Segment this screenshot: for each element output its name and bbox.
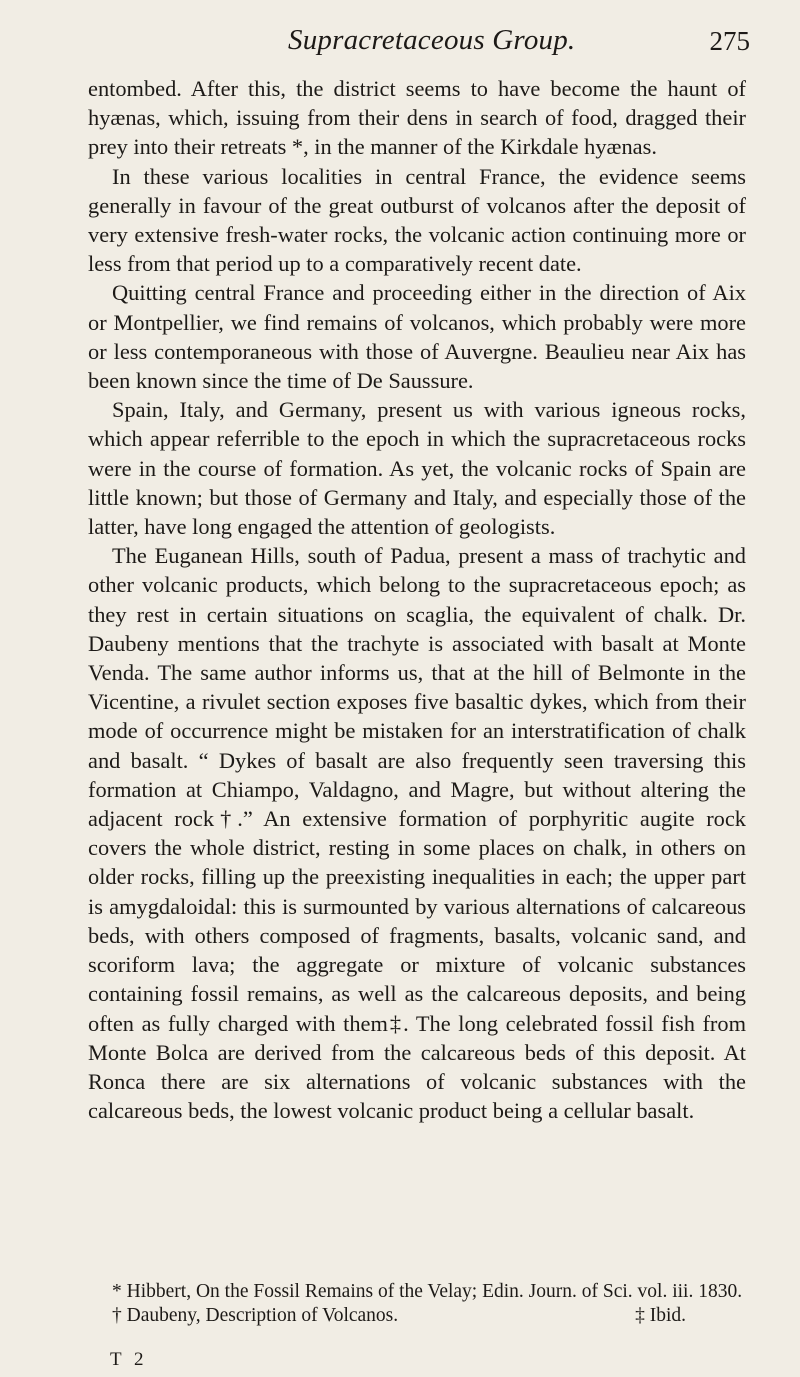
paragraph: entombed. After this, the district seems to have become the haunt of hyænas, which, issuing from their dens in search of food, dragged their prey into their retreats *, in the manner of the Kirkdale hyænas. bbox=[88, 76, 746, 160]
footnote: † Daubeny, Description of Volcanos. bbox=[112, 1305, 399, 1326]
paragraph: Quitting central France and proceeding either in the direction of Aix or Montpellier, we find remains of volcanos, which probably were more or less contemporaneous with those of Auvergne. Beaulieu near Aix has been known since the time of De Saussure. bbox=[88, 280, 746, 394]
paragraph: In these various localities in central France, the evidence seems generally in favour of the great outburst of volcanos after the deposit of very extensive fresh-water rocks, the volcanic action continuing more or less from that period up to a comparatively recent date. bbox=[88, 163, 746, 277]
page-number: 275 bbox=[709, 26, 750, 56]
body-text bbox=[88, 74, 746, 1125]
footnote: * Hibbert, On the Fossil Remains of the Velay; Edin. Journ. of Sci. vol. iii. 1830. bbox=[112, 1281, 743, 1302]
signature-mark: T 2 bbox=[110, 1349, 148, 1370]
running-head: Supracretaceous Group. bbox=[288, 24, 576, 56]
footnote-row bbox=[88, 1304, 746, 1328]
paragraph: Spain, Italy, and Germany, present us with various igneous rocks, which appear referrible to the epoch in which the supracretaceous rocks were in the course of formation. As yet, the volcanic rocks of Spain are little known; but those of Germany and Italy, and especially those of the latter, have long engaged the attention of geologists. bbox=[88, 397, 746, 540]
page-header bbox=[88, 16, 760, 56]
footnote: ‡ Ibid. bbox=[635, 1305, 686, 1326]
footnotes bbox=[88, 1280, 746, 1328]
paragraph: The Euganean Hills, south of Padua, present a mass of trachytic and other volcanic products, which belong to the supracretaceous epoch; as they rest in certain situations on scaglia, the equivalent of chalk. Dr. Daubeny mentions that the trachyte is associated with basalt at Monte Venda. The same author informs us, that at the hill of Belmonte in the Vicentine, a rivulet section exposes five basaltic dykes, which from their mode of occurrence might be mistaken for an interstratification of chalk and basalt. “ Dykes of basalt are also frequently seen traversing this formation at Chiampo, Valdagno, and Magre, but without altering the adjacent rock†.” An extensive formation of porphyritic augite rock covers the whole district, resting in some places on chalk, in others on older rocks, filling up the preexisting inequalities in each; the upper part is amygdaloidal: this is surmounted by various alternations of calcareous beds, with others composed of fragments, basalts, volcanic sand, and scoriform lava; the aggregate or mixture of volcanic substances containing fossil remains, as well as the calcareous deposits, and being often as fully charged with them‡. The long celebrated fossil fish from Monte Bolca are derived from the calcareous beds of this deposit. At Ronca there are six alternations of volcanic substances with the calcareous beds, the lowest volcanic product being a cellular basalt. bbox=[88, 543, 746, 1124]
